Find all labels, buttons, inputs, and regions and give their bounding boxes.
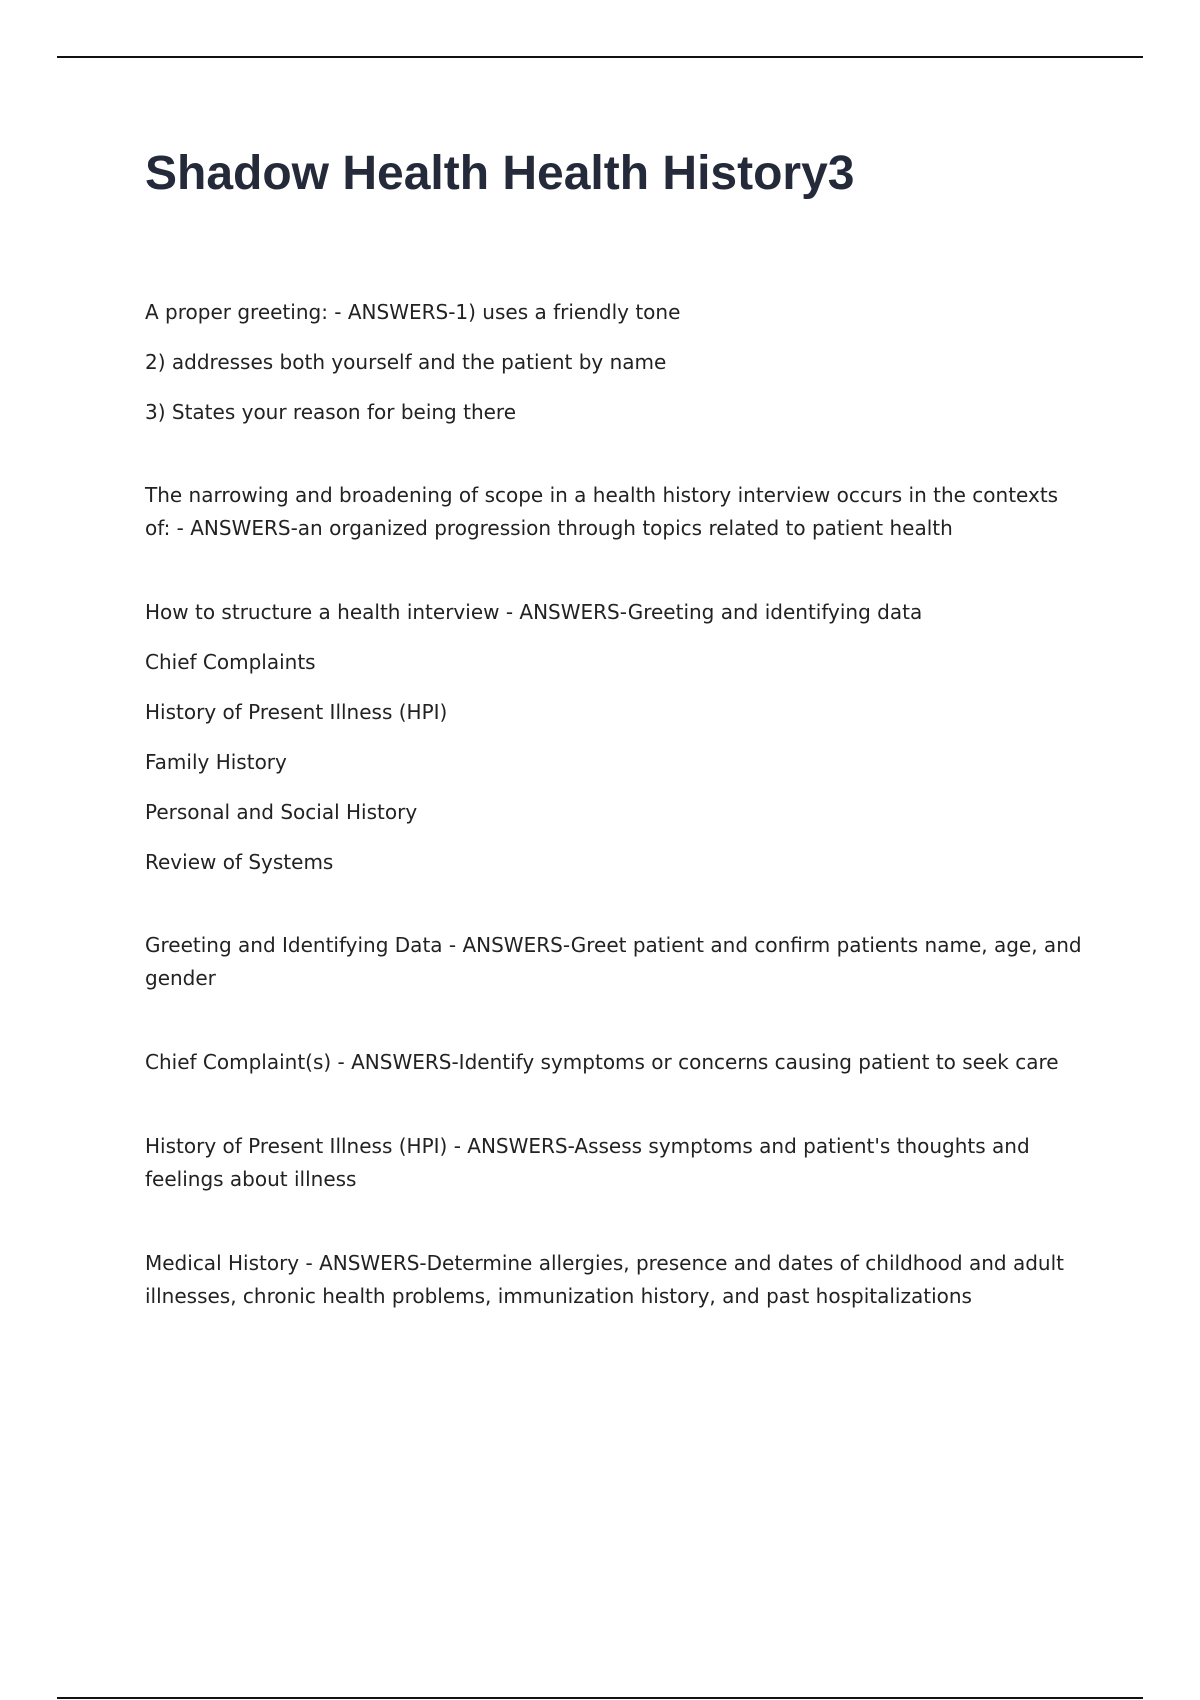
qa-line: History of Present Illness (HPI)	[145, 700, 448, 724]
qa-block-interview-structure	[145, 596, 1085, 879]
qa-line: History of Present Illness (HPI) - ANSWERS-Assess symptoms and patient's thoughts and feelings about illness	[145, 1134, 1030, 1191]
qa-line: Chief Complaints	[145, 650, 316, 674]
qa-block-hpi	[145, 1130, 1085, 1196]
qa-line: Medical History - ANSWERS-Determine allergies, presence and dates of childhood and adult illnesses, chronic health problems, immunization history, and past hospitalizations	[145, 1251, 1064, 1308]
qa-block-greeting-identifying-data	[145, 929, 1085, 995]
qa-line: The narrowing and broadening of scope in a health history interview occurs in the contexts of: - ANSWERS-an organized progression through topics related to patient health	[145, 483, 1059, 540]
bottom-divider	[57, 1697, 1143, 1699]
qa-line: Family History	[145, 750, 287, 774]
qa-line: Personal and Social History	[145, 800, 418, 824]
qa-block-proper-greeting	[145, 296, 1085, 429]
qa-block-narrowing-broadening	[145, 479, 1085, 545]
qa-line: 3) States your reason for being there	[145, 400, 517, 424]
page-title: Shadow Health Health History3	[145, 147, 855, 200]
qa-line: Review of Systems	[145, 850, 334, 874]
qa-line: A proper greeting: - ANSWERS-1) uses a friendly tone	[145, 300, 681, 324]
document-body	[145, 296, 1085, 1330]
qa-block-chief-complaints	[145, 1046, 1085, 1079]
qa-line: How to structure a health interview - ANSWERS-Greeting and identifying data	[145, 600, 923, 624]
top-divider	[57, 56, 1143, 58]
qa-line: 2) addresses both yourself and the patient by name	[145, 350, 667, 374]
qa-block-medical-history	[145, 1247, 1085, 1313]
qa-line: Greeting and Identifying Data - ANSWERS-Greet patient and confirm patients name, age, and gender	[145, 933, 1082, 990]
qa-line: Chief Complaint(s) - ANSWERS-Identify symptoms or concerns causing patient to seek care	[145, 1050, 1059, 1074]
